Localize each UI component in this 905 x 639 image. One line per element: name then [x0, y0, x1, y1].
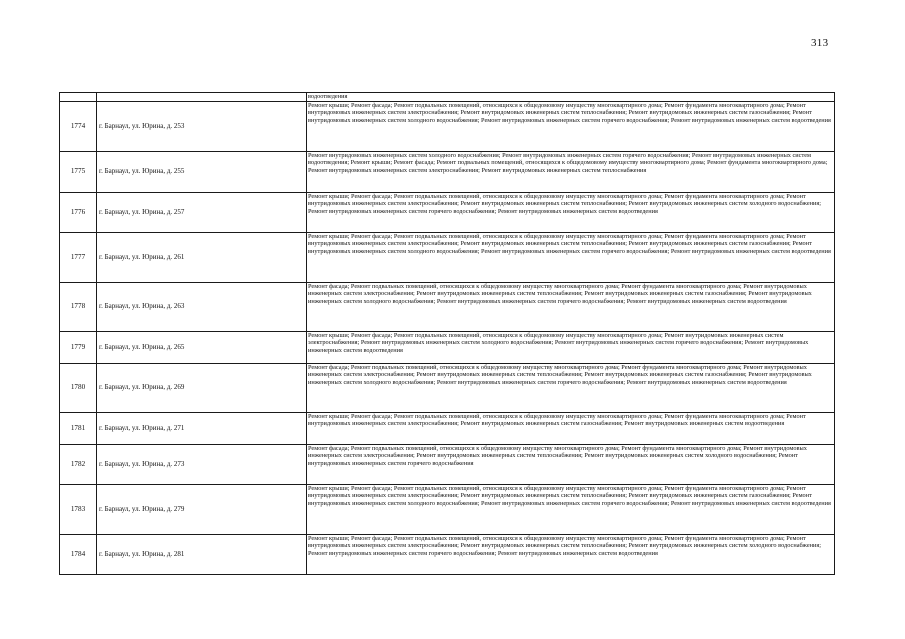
row-address: г. Барнаул, ул. Юрина, д. 261 [97, 233, 307, 283]
table-row [60, 445, 835, 485]
row-works: Ремонт крыши; Ремонт фасада; Ремонт подвальных помещений, относящихся к общедомовому имуществу многоквартирного дома; Ремонт фундамента многоквартирного дома; Ремонт внутридомовых инженерных систем электроснабжения; Ремонт внутридомовых инженерных систем газоснабжения; Ремонт внутридомовых инженерных систем водоотведения [307, 413, 835, 445]
row-number: 1778 [60, 283, 97, 332]
row-works: водоотведения [307, 93, 835, 102]
row-address: г. Барнаул, ул. Юрина, д. 279 [97, 485, 307, 535]
table-row [60, 233, 835, 283]
row-works: Ремонт фасада; Ремонт подвальных помещений, относящихся к общедомовому имуществу многоквартирного дома; Ремонт фундамента многоквартирного дома; Ремонт внутридомовых инженерных систем электроснабжения; Ремонт внутридомовых инженерных систем теплоснабжения; Ремонт внутридомовых инженерных систем холодного водоснабжения; Ремонт внутридомовых инженерных систем горячего водоснабжения [307, 445, 835, 485]
row-number: 1781 [60, 413, 97, 445]
row-works: Ремонт крыши; Ремонт фасада; Ремонт подвальных помещений, относящихся к общедомовому имуществу многоквартирного дома; Ремонт фундамента многоквартирного дома; Ремонт внутридомовых инженерных систем электроснабжения; Ремонт внутридомовых инженерных систем теплоснабжения; Ремонт внутридомовых инженерных систем газоснабжения; Ремонт внутридомовых инженерных систем холодного водоснабжения; Ремонт внутридомовых инженерных систем горячего водоснабжения; Ремонт внутридомовых инженерных систем водоотведения [307, 102, 835, 152]
row-address: г. Барнаул, ул. Юрина, д. 269 [97, 364, 307, 413]
table-row [60, 485, 835, 535]
row-address: г. Барнаул, ул. Юрина, д. 255 [97, 152, 307, 193]
row-works: Ремонт крыши; Ремонт фасада; Ремонт подвальных помещений, относящихся к общедомовому имуществу многоквартирного дома; Ремонт фундамента многоквартирного дома; Ремонт внутридомовых инженерных систем электроснабжения; Ремонт внутридомовых инженерных систем теплоснабжения; Ремонт внутридомовых инженерных систем холодного водоснабжения; Ремонт внутридомовых инженерных систем горячего водоснабжения; Ремонт внутридомовых инженерных систем водоотведения [307, 535, 835, 575]
table-row [60, 332, 835, 364]
table-row [60, 283, 835, 332]
row-address [97, 93, 307, 102]
table-row [60, 364, 835, 413]
row-works: Ремонт фасада; Ремонт подвальных помещений, относящихся к общедомовому имуществу многоквартирного дома; Ремонт фундамента многоквартирного дома; Ремонт внутридомовых инженерных систем электроснабжения; Ремонт внутридомовых инженерных систем теплоснабжения; Ремонт внутридомовых инженерных систем газоснабжения; Ремонт внутридомовых инженерных систем холодного водоснабжения; Ремонт внутридомовых инженерных систем горячего водоснабжения; Ремонт внутридомовых инженерных систем водоотведения [307, 364, 835, 413]
row-works: Ремонт крыши; Ремонт фасада; Ремонт подвальных помещений, относящихся к общедомовому имуществу многоквартирного дома; Ремонт фундамента многоквартирного дома; Ремонт внутридомовых инженерных систем электроснабжения; Ремонт внутридомовых инженерных систем теплоснабжения; Ремонт внутридомовых инженерных систем газоснабжения; Ремонт внутридомовых инженерных систем холодного водоснабжения; Ремонт внутридомовых инженерных систем горячего водоснабжения; Ремонт внутридомовых инженерных систем водоотведения [307, 233, 835, 283]
table-row [60, 193, 835, 233]
row-works: Ремонт крыши; Ремонт фасада; Ремонт подвальных помещений, относящихся к общедомовому имуществу многоквартирного дома; Ремонт фундамента многоквартирного дома; Ремонт внутридомовых инженерных систем электроснабжения; Ремонт внутридомовых инженерных систем теплоснабжения; Ремонт внутридомовых инженерных систем газоснабжения; Ремонт внутридомовых инженерных систем холодного водоснабжения; Ремонт внутридомовых инженерных систем горячего водоснабжения; Ремонт внутридомовых инженерных систем водоотведения [307, 485, 835, 535]
row-number: 1779 [60, 332, 97, 364]
table-row [60, 413, 835, 445]
row-number: 1784 [60, 535, 97, 575]
row-number: 1780 [60, 364, 97, 413]
row-address: г. Барнаул, ул. Юрина, д. 253 [97, 102, 307, 152]
row-number: 1776 [60, 193, 97, 233]
row-works: Ремонт фасада; Ремонт подвальных помещений, относящихся к общедомовому имуществу многоквартирного дома; Ремонт фундамента многоквартирного дома; Ремонт внутридомовых инженерных систем электроснабжения; Ремонт внутридомовых инженерных систем теплоснабжения; Ремонт внутридомовых инженерных систем газоснабжения; Ремонт внутридомовых инженерных систем холодного водоснабжения; Ремонт внутридомовых инженерных систем горячего водоснабжения; Ремонт внутридомовых инженерных систем водоотведения [307, 283, 835, 332]
row-number [60, 93, 97, 102]
row-number: 1777 [60, 233, 97, 283]
table-row [60, 102, 835, 152]
repair-works-table [59, 92, 835, 575]
page-number: 313 [811, 37, 829, 49]
row-number: 1782 [60, 445, 97, 485]
row-address: г. Барнаул, ул. Юрина, д. 273 [97, 445, 307, 485]
row-address: г. Барнаул, ул. Юрина, д. 263 [97, 283, 307, 332]
row-address: г. Барнаул, ул. Юрина, д. 281 [97, 535, 307, 575]
row-number: 1775 [60, 152, 97, 193]
row-number: 1774 [60, 102, 97, 152]
row-address: г. Барнаул, ул. Юрина, д. 257 [97, 193, 307, 233]
row-works: Ремонт крыши; Ремонт фасада; Ремонт подвальных помещений, относящихся к общедомовому имуществу многоквартирного дома; Ремонт фундамента многоквартирного дома; Ремонт внутридомовых инженерных систем электроснабжения; Ремонт внутридомовых инженерных систем теплоснабжения; Ремонт внутридомовых инженерных систем холодного водоснабжения; Ремонт внутридомовых инженерных систем горячего водоснабжения; Ремонт внутридомовых инженерных систем водоотведения [307, 193, 835, 233]
row-address: г. Барнаул, ул. Юрина, д. 271 [97, 413, 307, 445]
table-row [60, 93, 835, 102]
row-address: г. Барнаул, ул. Юрина, д. 265 [97, 332, 307, 364]
row-number: 1783 [60, 485, 97, 535]
table-row [60, 152, 835, 193]
row-works: Ремонт внутридомовых инженерных систем холодного водоснабжения; Ремонт внутридомовых инженерных систем горячего водоснабжения; Ремонт внутридомовых инженерных систем водоотведения; Ремонт крыши; Ремонт фасада; Ремонт подвальных помещений, относящихся к общедомовому имуществу многоквартирного дома; Ремонт фундамента многоквартирного дома; Ремонт внутридомовых инженерных систем электроснабжения; Ремонт внутридомовых инженерных систем теплоснабжения [307, 152, 835, 193]
table-row [60, 535, 835, 575]
row-works: Ремонт крыши; Ремонт фасада; Ремонт подвальных помещений, относящихся к общедомовому имуществу многоквартирного дома; Ремонт внутридомовых инженерных систем электроснабжения; Ремонт внутридомовых инженерных систем холодного водоснабжения; Ремонт внутридомовых инженерных систем горячего водоснабжения; Ремонт внутридомовых инженерных систем водоотведения [307, 332, 835, 364]
